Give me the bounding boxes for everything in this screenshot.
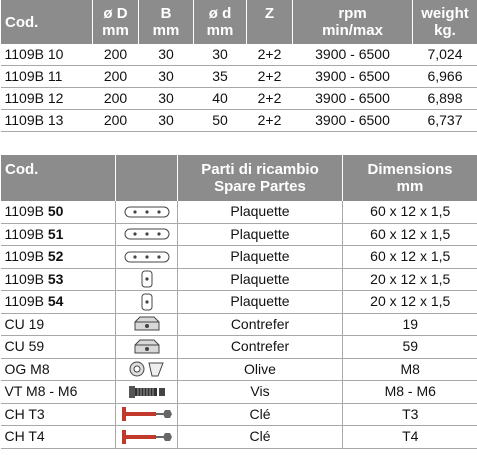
- contrefer-icon: [116, 313, 178, 336]
- parts-cell-dimensions: T4: [343, 426, 477, 449]
- spec-header-row: [1, 0, 477, 44]
- parts-row: [1, 223, 477, 246]
- spec-cell-weight: 6,737: [413, 110, 477, 132]
- parts-row: [1, 358, 477, 381]
- parts-cell-cod: [1, 381, 116, 404]
- parts-cell-dimensions: T3: [343, 403, 477, 426]
- parts-cell-name: Plaquette: [178, 223, 343, 246]
- parts-code-prefix: CU 59: [4, 338, 45, 355]
- parts-cell-name: Contrefer: [178, 336, 343, 359]
- spec-cell-cod: 1109B 13: [1, 110, 93, 132]
- plaquette-long-icon: [116, 246, 178, 269]
- key-icon: [116, 403, 178, 426]
- spec-cell-d: 35: [194, 66, 247, 88]
- parts-cell-cod: [1, 313, 116, 336]
- parts-code-prefix: 1109B: [4, 293, 48, 310]
- parts-cell-name: Olive: [178, 358, 343, 381]
- spec-cell-D: 200: [93, 66, 139, 88]
- parts-cell-dimensions: 19: [343, 313, 477, 336]
- spec-cell-cod: 1109B 11: [1, 66, 93, 88]
- parts-code-number: 54: [47, 293, 64, 310]
- spec-cell-B: 30: [139, 44, 194, 66]
- parts-code-number: 50: [47, 203, 64, 220]
- parts-code-number: 52: [47, 248, 64, 265]
- spec-row: [1, 110, 477, 132]
- parts-cell-cod: [1, 426, 116, 449]
- parts-code-prefix: VT M8 - M6: [4, 383, 78, 400]
- parts-cell-cod: [1, 201, 116, 223]
- spec-header-D: ø D mm: [93, 0, 139, 44]
- parts-cell-dimensions: M8 - M6: [343, 381, 477, 404]
- spec-cell-weight: 6,898: [413, 88, 477, 110]
- spec-cell-B: 30: [139, 88, 194, 110]
- spec-row: [1, 66, 477, 88]
- parts-cell-dimensions: M8: [343, 358, 477, 381]
- spec-row: [1, 44, 477, 66]
- parts-row: [1, 246, 477, 269]
- parts-cell-cod: [1, 403, 116, 426]
- spec-cell-rpm: 3900 - 6500: [293, 66, 413, 88]
- spec-cell-cod: 1109B 12: [1, 88, 93, 110]
- parts-cell-cod: [1, 358, 116, 381]
- spec-cell-Z: 2+2: [247, 66, 293, 88]
- spec-cell-Z: 2+2: [247, 110, 293, 132]
- parts-code-prefix: OG M8: [4, 360, 50, 377]
- parts-code-prefix: 1109B: [4, 248, 48, 265]
- spec-cell-rpm: 3900 - 6500: [293, 88, 413, 110]
- key-icon: [116, 426, 178, 449]
- parts-header-cod: Cod.: [1, 155, 116, 201]
- parts-cell-dimensions: 20 x 12 x 1,5: [343, 291, 477, 314]
- spec-header-d: ø d mm: [194, 0, 247, 44]
- spec-cell-B: 30: [139, 110, 194, 132]
- spec-cell-weight: 7,024: [413, 44, 477, 66]
- spec-cell-d: 30: [194, 44, 247, 66]
- parts-cell-dimensions: 60 x 12 x 1,5: [343, 246, 477, 269]
- spec-cell-weight: 6,966: [413, 66, 477, 88]
- olive-icon: [116, 358, 178, 381]
- parts-cell-dimensions: 60 x 12 x 1,5: [343, 201, 477, 223]
- spec-cell-D: 200: [93, 44, 139, 66]
- spec-cell-B: 30: [139, 66, 194, 88]
- parts-code-number: 53: [47, 270, 64, 287]
- parts-row: [1, 313, 477, 336]
- spare-parts-table: [0, 155, 477, 449]
- parts-cell-dimensions: 60 x 12 x 1,5: [343, 223, 477, 246]
- parts-header-row: [1, 155, 477, 201]
- parts-row: [1, 381, 477, 404]
- parts-cell-cod: [1, 291, 116, 314]
- spec-cell-Z: 2+2: [247, 88, 293, 110]
- parts-cell-name: Vis: [178, 381, 343, 404]
- parts-cell-cod: [1, 246, 116, 269]
- plaquette-short-icon: [116, 291, 178, 314]
- parts-cell-name: Clé: [178, 403, 343, 426]
- spec-cell-rpm: 3900 - 6500: [293, 44, 413, 66]
- parts-header-dimensions: Dimensions mm: [343, 155, 477, 201]
- spec-header-cod: Cod.: [1, 0, 93, 44]
- parts-row: [1, 403, 477, 426]
- parts-cell-name: Plaquette: [178, 291, 343, 314]
- parts-code-prefix: CH T4: [4, 428, 45, 445]
- spec-table: [0, 0, 477, 132]
- parts-cell-dimensions: 20 x 12 x 1,5: [343, 268, 477, 291]
- spec-cell-Z: 2+2: [247, 44, 293, 66]
- spec-cell-d: 40: [194, 88, 247, 110]
- spec-header-B: B mm: [139, 0, 194, 44]
- spec-header-Z: Z: [247, 0, 293, 44]
- parts-cell-name: Plaquette: [178, 246, 343, 269]
- contrefer-icon: [116, 336, 178, 359]
- parts-cell-name: Contrefer: [178, 313, 343, 336]
- spec-header-rpm: rpm min/max: [293, 0, 413, 44]
- parts-cell-cod: [1, 223, 116, 246]
- parts-row: [1, 291, 477, 314]
- spec-cell-D: 200: [93, 88, 139, 110]
- parts-code-prefix: 1109B: [4, 270, 48, 287]
- parts-code-prefix: CU 19: [4, 315, 45, 332]
- parts-row: [1, 201, 477, 223]
- parts-cell-cod: [1, 268, 116, 291]
- spec-row: [1, 88, 477, 110]
- parts-code-number: 51: [47, 225, 64, 242]
- parts-row: [1, 336, 477, 359]
- parts-header-image: [116, 155, 178, 201]
- parts-code-prefix: 1109B: [4, 225, 48, 242]
- parts-row: [1, 426, 477, 449]
- parts-cell-name: Plaquette: [178, 268, 343, 291]
- plaquette-long-icon: [116, 223, 178, 246]
- parts-cell-cod: [1, 336, 116, 359]
- parts-code-prefix: 1109B: [4, 203, 48, 220]
- spec-cell-cod: 1109B 10: [1, 44, 93, 66]
- plaquette-long-icon: [116, 201, 178, 223]
- spec-cell-D: 200: [93, 110, 139, 132]
- screw-icon: [116, 381, 178, 404]
- parts-cell-name: Clé: [178, 426, 343, 449]
- parts-row: [1, 268, 477, 291]
- parts-header-parts: Parti di ricambio Spare Partes: [178, 155, 343, 201]
- parts-cell-dimensions: 59: [343, 336, 477, 359]
- plaquette-short-icon: [116, 268, 178, 291]
- parts-code-prefix: CH T3: [4, 405, 45, 422]
- spec-cell-rpm: 3900 - 6500: [293, 110, 413, 132]
- parts-cell-name: Plaquette: [178, 201, 343, 223]
- spec-header-weight: weight kg.: [413, 0, 477, 44]
- spec-cell-d: 50: [194, 110, 247, 132]
